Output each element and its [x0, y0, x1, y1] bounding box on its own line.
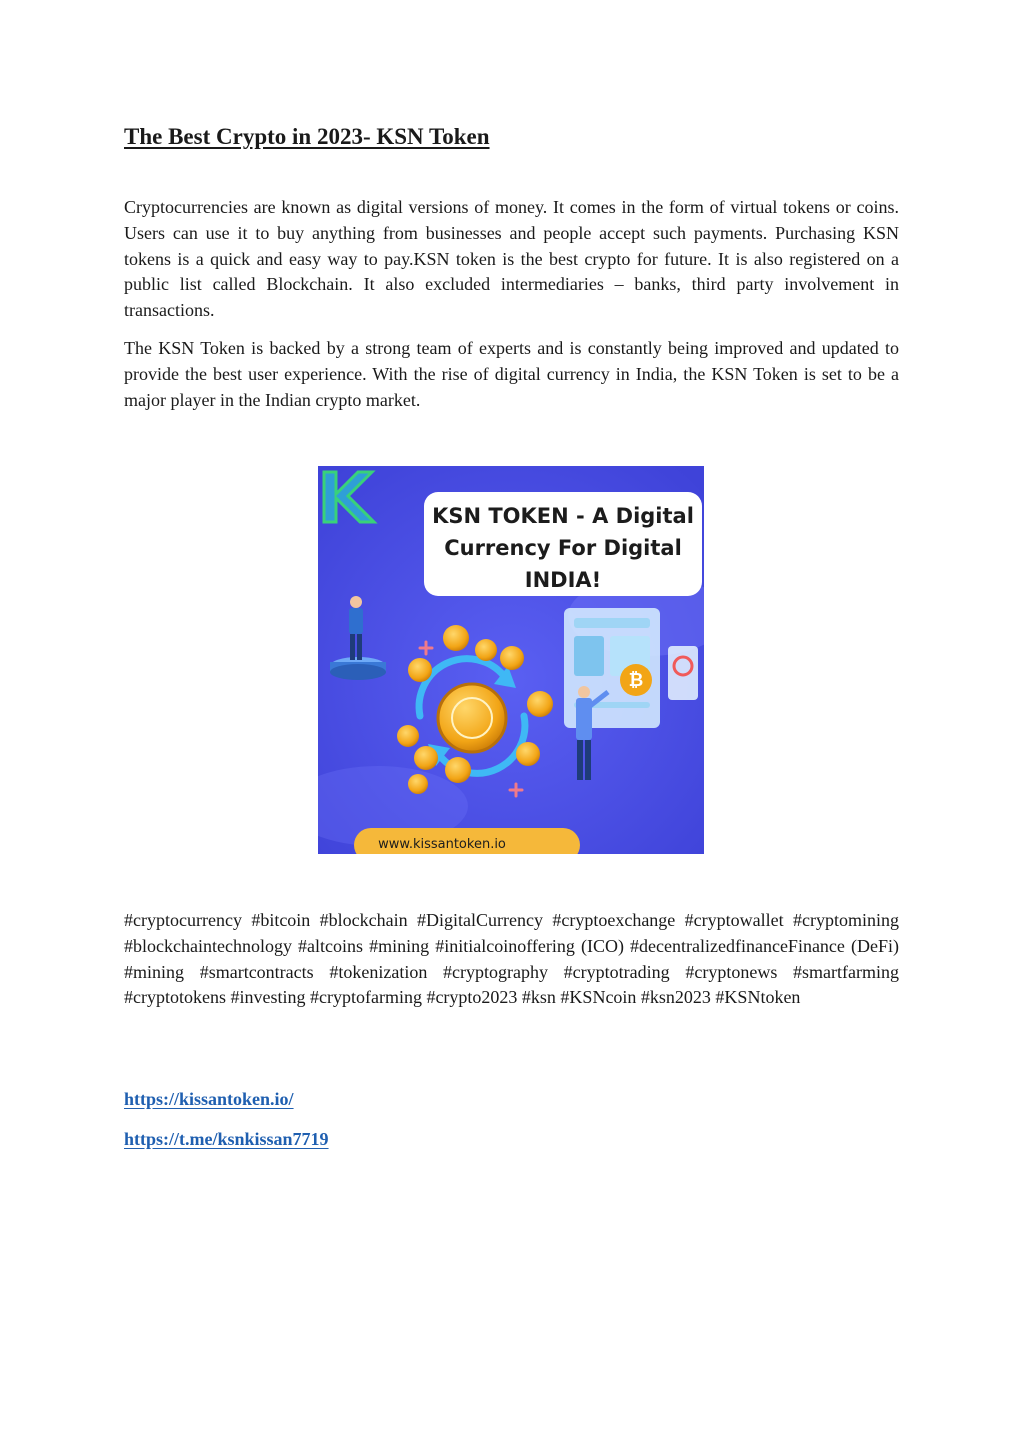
telegram-link[interactable]: https://t.me/ksnkissan7719 [124, 1129, 329, 1149]
banner-title-line-2: Currency For Digital [444, 536, 682, 560]
kissantoken-website-link[interactable]: https://kissantoken.io/ [124, 1089, 294, 1109]
intro-paragraph: Cryptocurrencies are known as digital versions of money. It comes in the form of virtual tokens or coins. Users can use it to buy anything from businesses and people accept such payments. Purchasing KSN tokens is a quick and easy way to pay.KSN token is the best crypto for future. It is also registered on a public list called Blockchain. It also excluded intermediaries – banks, third party involvement in transactions. [124, 197, 899, 321]
second-paragraph: The KSN Token is backed by a strong team of experts and is constantly being improved and updated to provide the best user experience. With the rise of digital currency in India, the KSN Token is set to be a major player in the Indian crypto market. [124, 338, 899, 410]
page-title: The Best Crypto in 2023- KSN Token [124, 124, 490, 149]
banner-title-line-3: INDIA! [524, 568, 602, 592]
ksn-token-banner-image [318, 466, 704, 854]
banner-title-line-1: KSN TOKEN - A Digital [432, 504, 694, 528]
ksn-central-coin-icon [438, 684, 506, 752]
banner-url-text: www.kissantoken.io [378, 837, 506, 852]
svg-text:₿: ₿ [628, 670, 644, 691]
hashtags-paragraph: #cryptocurrency #bitcoin #blockchain #DigitalCurrency #cryptoexchange #cryptowallet #cryptomining #blockchaintechnology #altcoins #mining #initialcoinoffering (ICO) #decentralizedfinanceFinance (DeFi) #mining #smartcontracts #tokenization #cryptography #cryptotrading #cryptonews #smartfarming #cryptotokens #investing #cryptofarming #crypto2023 #ksn #KSNcoin #ksn2023 #KSNtoken [124, 910, 899, 1008]
